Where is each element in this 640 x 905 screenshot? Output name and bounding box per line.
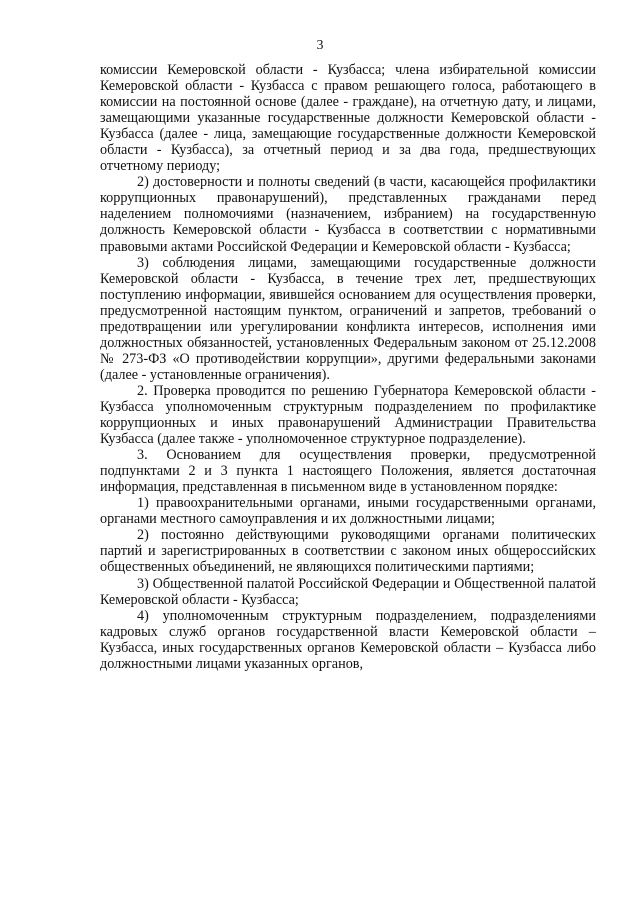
paragraph-source-2: 2) постоянно действующими руководящими органами политических партий и зарегистрированных в соответствии с законом иных общероссийских общественных объединений, не являющихся политическими партиями; bbox=[100, 527, 596, 576]
paragraph-source-1: 1) правоохранительными органами, иными государственными органами, органами местного самоуправления и их должностными лицами; bbox=[100, 495, 596, 528]
paragraph-clause-3: 3. Основанием для осуществления проверки, предусмотренной подпунктами 2 и 3 пункта 1 настоящего Положения, является достаточная информация, представленная в письменном виде в установленном порядке: bbox=[100, 447, 596, 496]
paragraph-item-3-compliance: 3) соблюдения лицами, замещающими государственные должности Кемеровской области - Кузбасса, в течение трех лет, предшествующих поступлению информации, явившейся основанием для осуществления проверки, предусмотренной настоящим пунктом, ограничений и запретов, требований о предотвращении или урегулировании конфликта интересов, исполнения ими должностных обязанностей, установленных Федеральным законом от 25.12.2008 № 273-ФЗ «О противодействии коррупции», другими федеральными законами (далее - установленные ограничения). bbox=[100, 254, 596, 383]
paragraph-continuation: комиссии Кемеровской области - Кузбасса; члена избирательной комиссии Кемеровской области - Кузбасса с правом решающего голоса, работающего в комиссии на постоянной основе (далее - граждане), на отчетную дату, и лицами, замещающими указанные государственные должности Кемеровской области - Кузбасса (далее - лица, замещающие государственные должности Кемеровской области - Кузбасса), за отчетный период и за два года, предшествующих отчетному периоду; bbox=[100, 62, 596, 175]
page-number: 3 bbox=[316, 38, 324, 53]
paragraph-source-4: 4) уполномоченным структурным подразделением, подразделениями кадровых служб органов государственной власти Кемеровской области – Кузбасса, иных государственных органов Кемеровской области – Кузбасса либо должностными лицами указанных органов, bbox=[100, 607, 596, 672]
paragraph-clause-2: 2. Проверка проводится по решению Губернатора Кемеровской области - Кузбасса уполномоченным структурным подразделением по профилактике коррупционных и иных правонарушений Администрации Правительства Кузбасса (далее также - уполномоченное структурное подразделение). bbox=[100, 382, 596, 448]
paragraph-source-3: 3) Общественной палатой Российской Федерации и Общественной палатой Кемеровской области - Кузбасса; bbox=[100, 575, 596, 608]
paragraph-item-2-accuracy: 2) достоверности и полноты сведений (в части, касающейся профилактики коррупционных правонарушений), представленных гражданами перед наделением полномочиями (назначением, избранием) на государственную должность Кемеровской области - Кузбасса в соответствии с нормативными правовыми актами Российской Федерации и Кемеровской области - Кузбасса; bbox=[100, 174, 596, 255]
document-body bbox=[100, 62, 596, 672]
